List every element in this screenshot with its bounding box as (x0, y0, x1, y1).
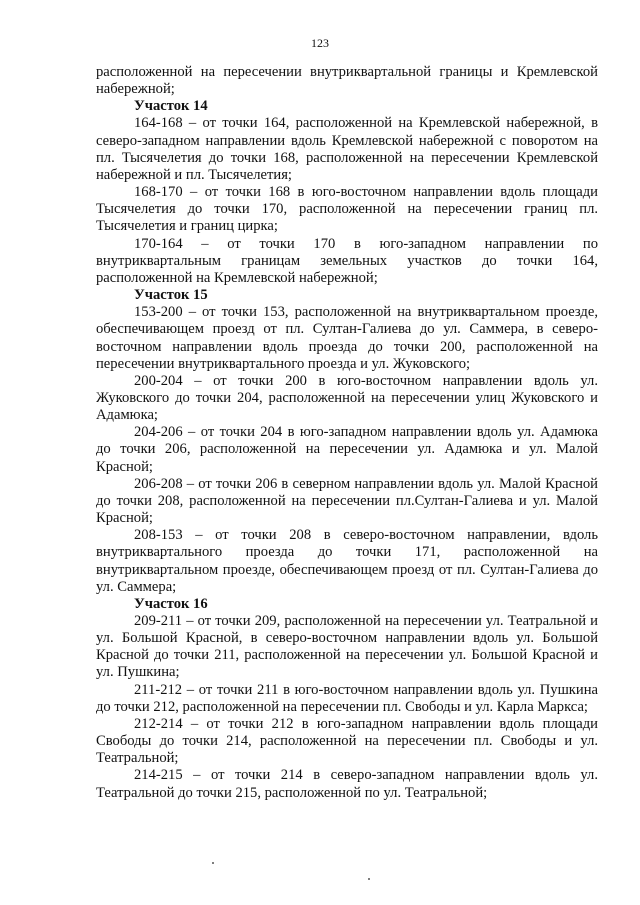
boundary-paragraph: 206-208 – от точки 206 в северном направлении вдоль ул. Малой Красной до точки 208, расположенной на пересечении пл.Султан-Галиева и ул. Малой Красной; (96, 475, 598, 527)
document-body (96, 64, 598, 802)
section-heading: Участок 15 (134, 287, 208, 304)
boundary-paragraph: 170-164 – от точки 170 в юго-западном направлении по внутриквартальным границам земельных участков до точки 164, расположенной на Кремлевской набережной; (96, 235, 598, 286)
boundary-paragraph: 164-168 – от точки 164, расположенной на Кремлевской набережной, в северо-западном направлении вдоль Кремлевской набережной с поворотом на пл. Тысячелетия до точки 168, расположенной на пересечении Кремлевской набережной и пл. Тысячелетия; (96, 115, 598, 183)
section-heading: Участок 16 (134, 595, 208, 612)
section-heading: Участок 14 (134, 98, 208, 115)
boundary-paragraph: 211-212 – от точки 211 в юго-восточном направлении вдоль ул. Пушкина до точки 212, расположенной на пересечении пл. Свободы и ул. Карла Маркса; (96, 681, 598, 715)
boundary-paragraph: 168-170 – от точки 168 в юго-восточном направлении вдоль площади Тысячелетия до точки 170, расположенной на пересечении границ пл. Тысячелетия и границ цирка; (96, 184, 598, 235)
boundary-paragraph: 204-206 – от точки 204 в юго-западном направлении вдоль ул. Адамюка до точки 206, расположенной на пересечении ул. Адамюка и ул. Малой Красной; (96, 424, 598, 475)
boundary-paragraph: 214-215 – от точки 214 в северо-западном направлении вдоль ул. Театральной до точки 215, расположенной по ул. Театральной; (96, 767, 598, 801)
scan-speck (368, 878, 370, 880)
boundary-paragraph: 200-204 – от точки 200 в юго-восточном направлении вдоль ул. Жуковского до точки 204, расположенной на пересечении улиц Жуковского и Адамюка; (96, 372, 598, 424)
boundary-paragraph: 212-214 – от точки 212 в юго-западном направлении вдоль площади Свободы до точки 214, расположенной на пересечении пл. Свободы и ул. Театральной; (96, 715, 598, 767)
boundary-paragraph: 153-200 – от точки 153, расположенной на внутриквартальном проезде, обеспечивающем проезд от пл. Султан-Галиева до ул. Саммера, в северо-восточном направлении вдоль проезда до точки 200, расположенной на пересечении внутриквартального проезда и ул. Жуковского; (96, 304, 598, 372)
continued-paragraph: расположенной на пересечении внутриквартальной границы и Кремлевской набережной; (96, 64, 598, 98)
page-number: 123 (311, 36, 329, 50)
boundary-paragraph: 208-153 – от точки 208 в северо-восточном направлении, вдоль внутриквартального проезда до точки 171, расположенной на внутриквартальном проезде, обеспечивающем проезд от пл. Султан-Галиева до ул. Саммера; (96, 527, 598, 595)
boundary-paragraph: 209-211 – от точки 209, расположенной на пересечении ул. Театральной и ул. Большой Красной, в северо-восточном направлении вдоль ул. Большой Красной до точки 211, расположенной на пересечении ул. Большой Красной и ул. Пушкина; (96, 613, 598, 681)
scan-speck (212, 862, 214, 864)
